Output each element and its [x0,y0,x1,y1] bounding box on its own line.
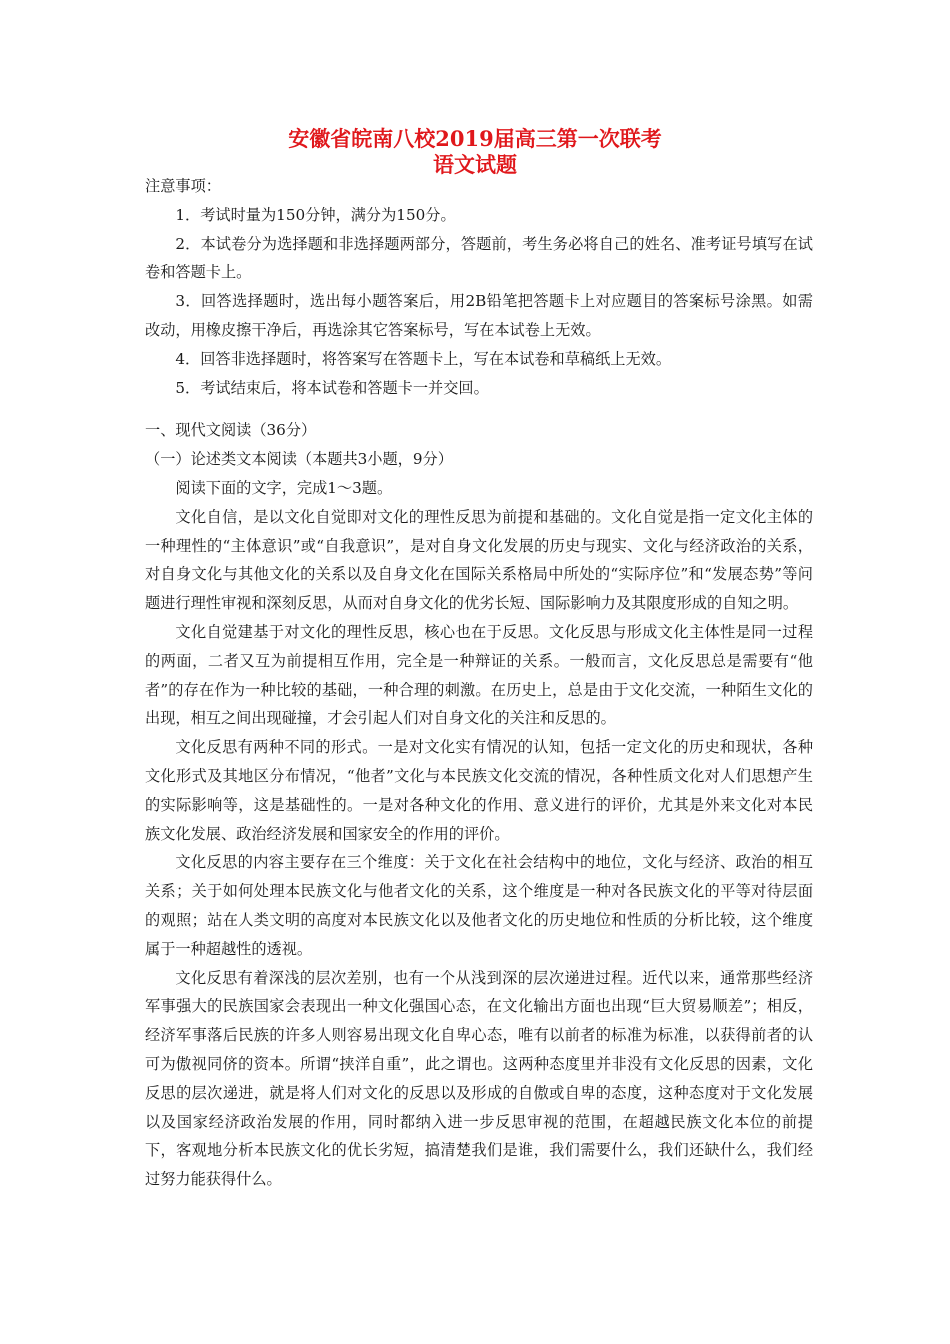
passage-paragraph-1: 文化自信，是以文化自觉即对文化的理性反思为前提和基础的。文化自觉是指一定文化主体的一种理性的“主体意识”或“自我意识”，是对自身文化发展的历史与现实、文化与经济政治的关系，对自身文化与其他文化的关系以及自身文化在国际关系格局中所处的“实际序位”和“发展态势”等问题进行理性审视和深刻反思，从而对自身文化的优劣长短、国际影响力及其限度形成的自知之明。 [145,507,813,613]
section-subheading: （一）论述类文本阅读（本题共3小题，9分） [145,450,453,469]
passage-paragraph-2: 文化自觉建基于对文化的理性反思，核心也在于反思。文化反思与形成文化主体性是同一过程的两面，二者又互为前提相互作用，完全是一种辩证的关系。一般而言，文化反思总是需要有“他者”的存在作为一种比较的基础，一种合理的刺激。在历史上，总是由于文化交流，一种陌生文化的出现，相互之间出现碰撞，才会引起人们对自身文化的关注和反思的。 [145,622,813,728]
notice-item-1: 1．考试时量为150分钟，满分为150分。 [175,205,456,224]
passage-paragraph-5: 文化反思有着深浅的层次差别，也有一个从浅到深的层次递进过程。近代以来，通常那些经济军事强大的民族国家会表现出一种文化强国心态，在文化输出方面也出现“巨大贸易顺差”；相反，经济军事落后民族的许多人则容易出现文化自卑心态，唯有以前者的标准为标准，以获得前者的认可为傲视同侪的资本。所谓“挟洋自重”，此之谓也。这两种态度里并非没有文化反思的因素，文化反思的层次递进，就是将人们对文化的反思以及形成的自傲或自卑的态度，这种态度对于文化发展以及国家经济政治发展的作用，同时都纳入进一步反思审视的范围，在超越民族文化本位的前提下，客观地分析本民族文化的优长劣短，搞清楚我们是谁，我们需要什么，我们还缺什么，我们经过努力能获得什么。 [145,968,813,1189]
notice-item-5: 5．考试结束后，将本试卷和答题卡一并交回。 [175,378,489,397]
exam-title: 安徽省皖南八校2019届高三第一次联考 [288,126,662,151]
notice-item-2: 2．本试卷分为选择题和非选择题两部分，答题前，考生务必将自己的姓名、准考证号填写在试卷和答题卡上。 [145,234,813,282]
notice-item-3: 3．回答选择题时，选出每小题答案后，用2B铅笔把答题卡上对应题目的答案标号涂黑。如需改动，用橡皮擦干净后，再选涂其它答案标号，写在本试卷上无效。 [145,292,813,339]
section-heading: 一、现代文阅读（36分） [145,421,317,440]
notice-heading: 注意事项： [145,177,221,195]
section-gap [145,402,813,416]
passage-paragraph-4: 文化反思的内容主要存在三个维度：关于文化在社会结构中的地位，文化与经济、政治的相互关系；关于如何处理本民族文化与他者文化的关系，这个维度是一种对各民族文化的平等对待层面的观照；站在人类文明的高度对本民族文化以及他者文化的历史地位和性质的分析比较，这个维度属于一种超越性的透视。 [145,853,813,958]
passage-paragraph-3: 文化反思有两种不同的形式。一是对文化实有情况的认知，包括一定文化的历史和现状，各种文化形式及其地区分布情况，“他者”文化与本民族文化交流的情况，各种性质文化对人们思想产生的实际影响等，这是基础性的。一是对各种文化的作用、意义进行的评价，尤其是外来文化对本民族文化发展、政治经济发展和国家安全的作用的评价。 [145,738,813,843]
exam-subtitle: 语文试题 [433,152,517,177]
reading-instruction: 阅读下面的文字，完成1～3题。 [175,478,393,497]
exam-body [145,172,813,1194]
notice-item-4: 4．回答非选择题时，将答案写在答题卡上，写在本试卷和草稿纸上无效。 [175,349,672,368]
